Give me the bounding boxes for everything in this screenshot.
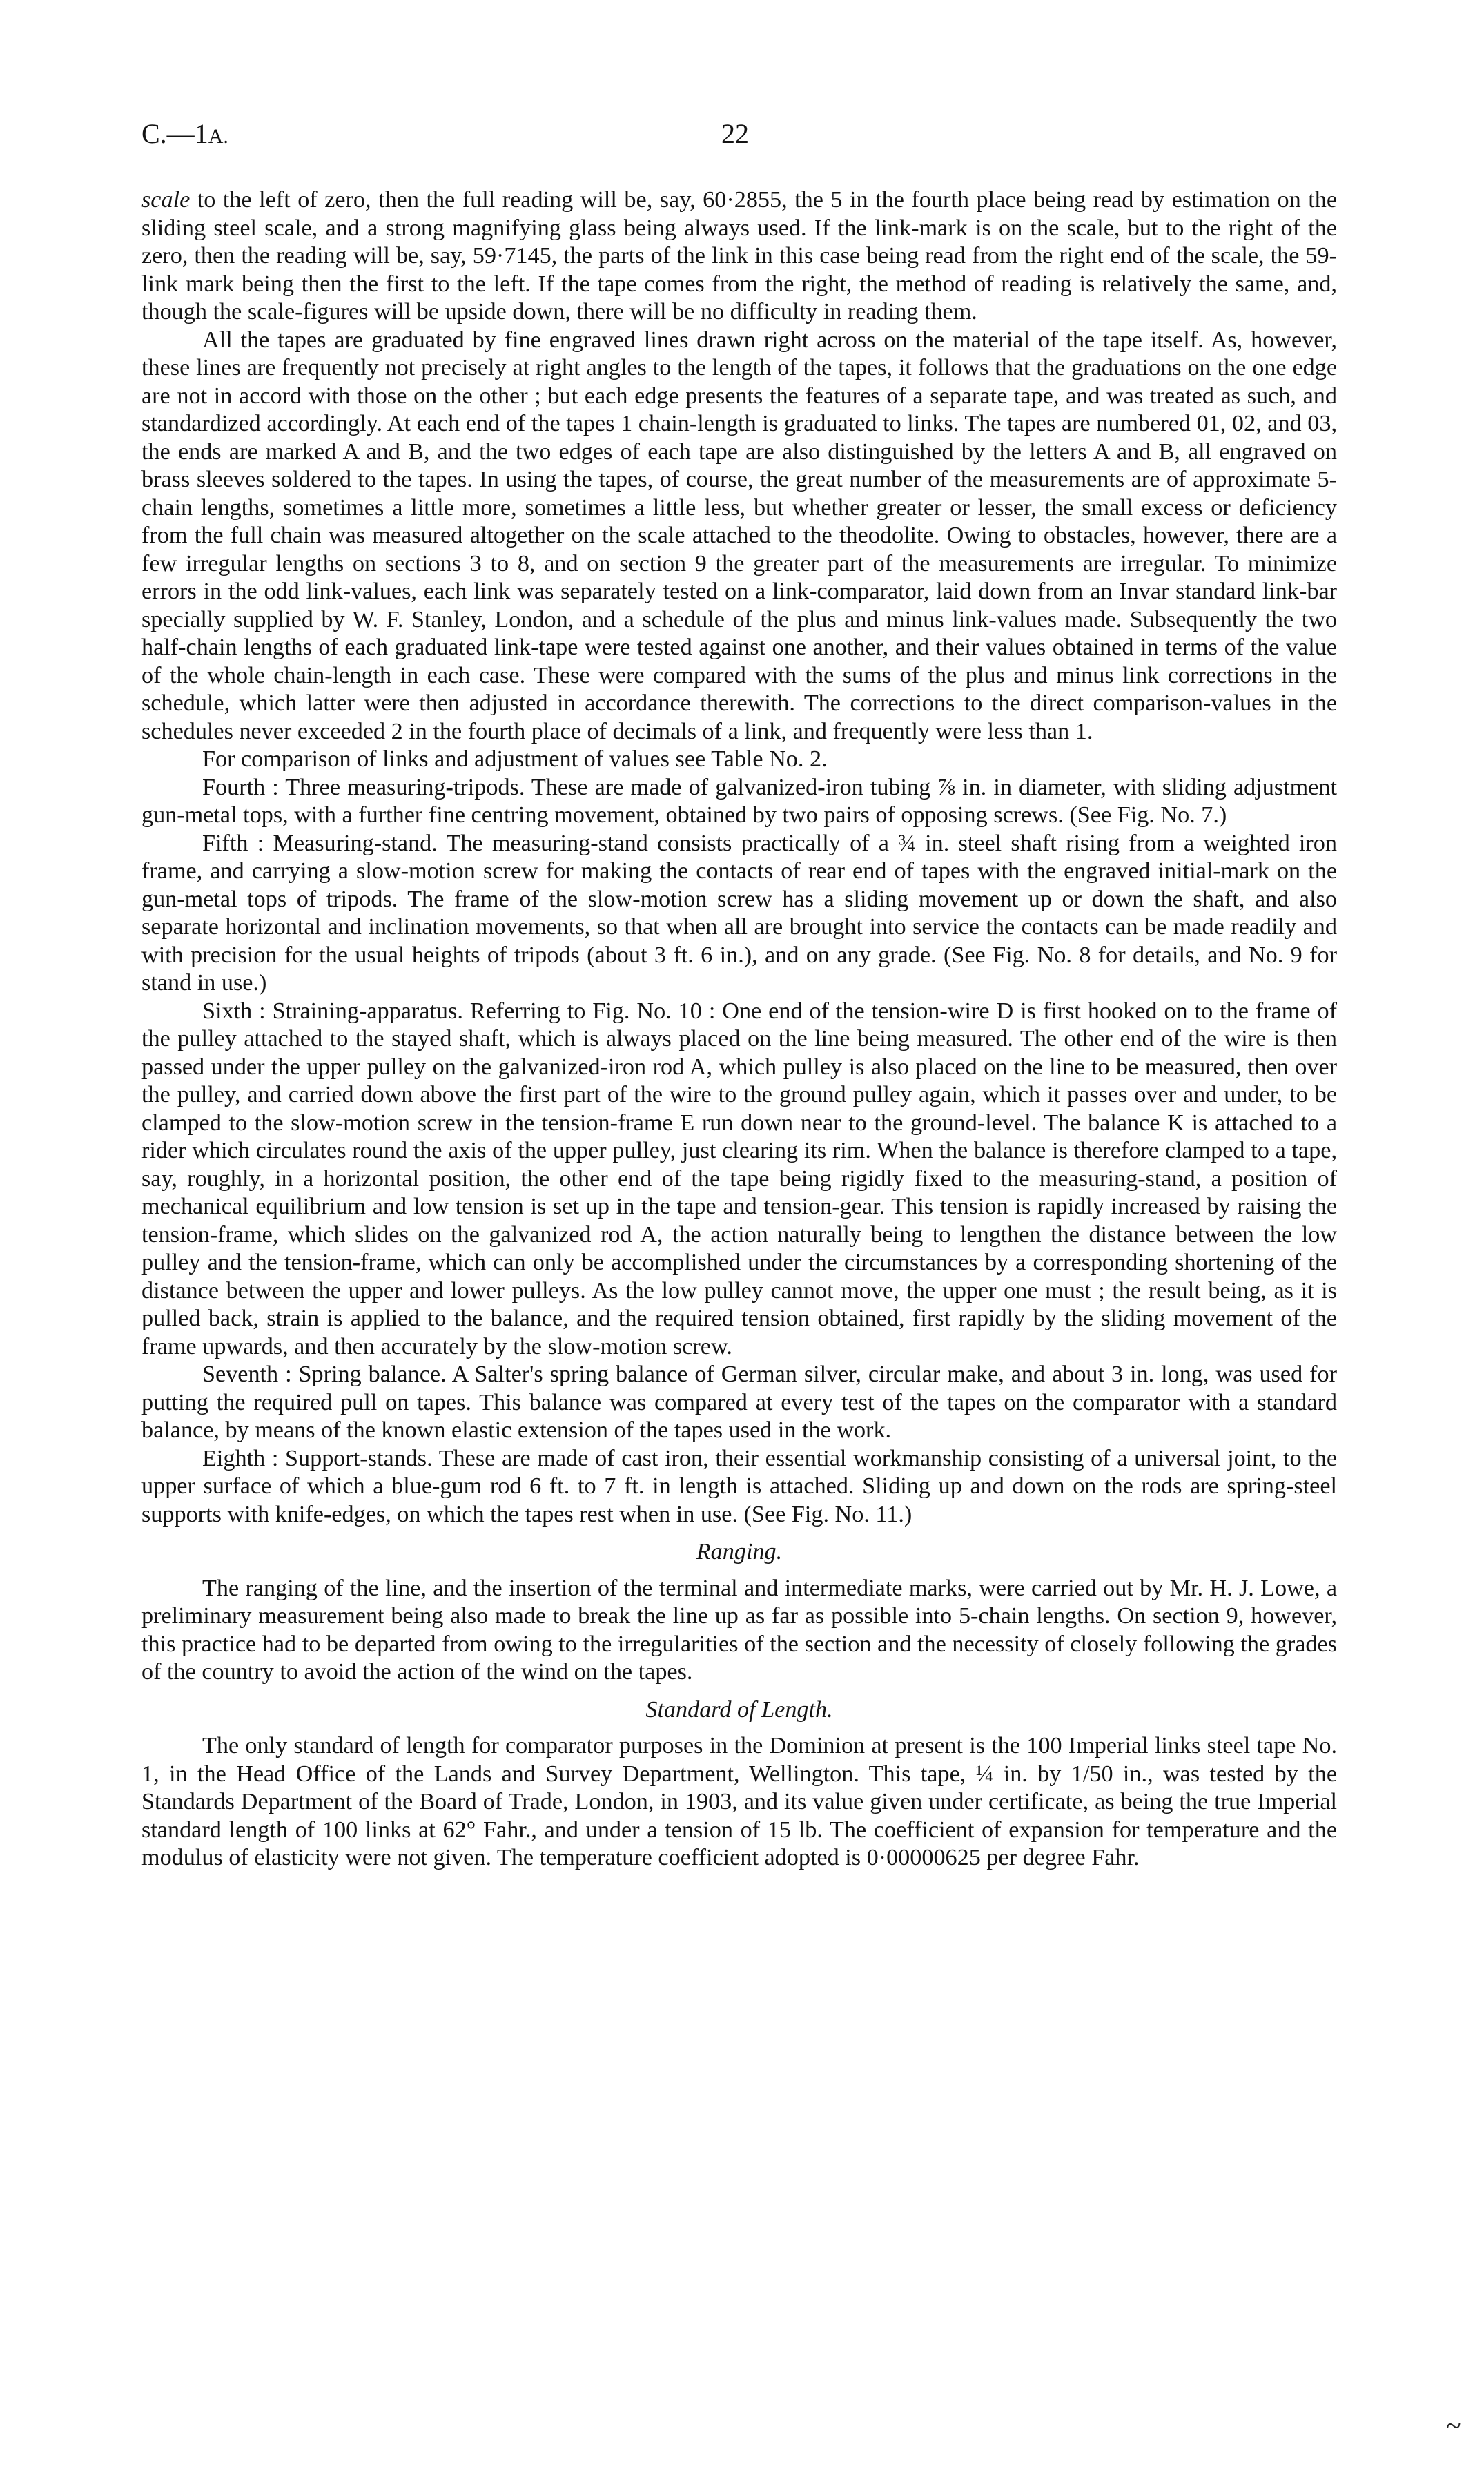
paragraph-tape-graduation: All the tapes are graduated by fine engraved lines drawn right across on the material of the tape itself. As, however, these lines are frequently not precisely at right angles to the length of the tapes, it follows that the graduations on the one edge are not in accord with those on the other ; but each edge presents the features of a separate tape, and was treated as such, and standardized accordingly. At each end of the tapes 1 chain-length is graduated to links. The tapes are numbered 01, 02, and 03, the ends are marked A and B, and the two edges of each tape are also distinguished by the letters A and B, all engraved on brass sleeves soldered to the tapes. In using the tapes, of course, the great number of the measurements are of approximate 5-chain lengths, sometimes a little more, sometimes a little less, but whether greater or lesser, the small excess or deficiency from the full chain was measured altogether on the scale attached to the theodolite. Owing to obstacles, however, there are a few irregular lengths on sections 3 to 8, and on section 9 the greater part of the measurements are irregular. To minimize errors in the odd link-values, each link was separately tested on a link-comparator, laid down from an Invar standard link-bar specially supplied by W. F. Stanley, London, and a schedule of the plus and minus link-values made. Subsequently the two half-chain lengths of each graduated link-tape were tested against one another, and their values obtained in terms of the value of the whole chain-length in each case. These were compared with the sums of the plus and minus link corrections in the schedule, which latter were then adjusted in accordance therewith. The corrections to the direct comparison-values in the schedules never exceeded 2 in the fourth place of decimals of a link, and frequently were less than 1. — [141, 327, 1337, 744]
margin-tick-mark: ~ — [1446, 2410, 1461, 2441]
heading-ranging: Ranging. — [696, 1539, 783, 1564]
body-text — [141, 186, 1337, 1872]
paragraph-measuring-stand: Fifth : Measuring-stand. The measuring-stand consists practically of a ¾ in. steel shaft rising from a weighted iron frame, and carrying a slow-motion screw for making the contacts of rear end of tapes with the engraved initial-mark on the gun-metal tops of tripods. The frame of the slow-motion screw has a sliding movement up or down the shaft, and also separate horizontal and inclination movements, so that when all are brought into service the contacts can be made readily and with precision for the usual heights of tripods (about 3 ft. 6 in.), and on any grade. (See Fig. No. 8 for details, and No. 9 for stand in use.) — [141, 830, 1337, 996]
paragraph-straining-apparatus: Sixth : Straining-apparatus. Referring to Fig. No. 10 : One end of the tension-wire D is first hooked on to the frame of the pulley attached to the stayed shaft, which is always placed on the line being measured. The other end of the wire is then passed under the upper pulley on the galvanized-iron rod A, which pulley is also placed on the line to be measured, then over the pulley, and carried down above the first part of the wire to the ground pulley again, which it passes over and under, to be clamped to the slow-motion screw in the tension-frame E run down near to the ground-level. The balance K is attached to a rider which circulates round the axis of the upper pulley, just clearing its rim. When the balance is therefore clamped to a tape, say, roughly, in a horizontal position, the other end of the tape being rigidly fixed to the measuring-stand, a position of mechanical equilibrium and low tension is set up in the tape and tension-gear. This tension is rapidly increased by raising the tension-frame, which slides on the galvanized rod A, the action naturally being to lengthen the distance between the low pulley and the tension-frame, which can only be accomplished under the circumstances by a corresponding shortening of the distance between the upper and lower pulleys. As the low pulley cannot move, the upper one must ; the result being, as it is pulled back, strain is applied to the balance, and the required tension obtained, first rapidly by the sliding movement of the frame upwards, and then accurately by the slow-motion screw. — [141, 998, 1337, 1359]
paragraph-measuring-tripods: Fourth : Three measuring-tripods. These are made of galvanized-iron tubing ⅞ in. in diameter, with sliding adjustment gun-metal tops, with a further fine centring movement, obtained by two pairs of opposing screws. (See Fig. No. 7.) — [141, 774, 1337, 828]
paragraph-spring-balance: Seventh : Spring balance. A Salter's spring balance of German silver, circular make, and about 3 in. long, was used for putting the required pull on tapes. This balance was compared at every test of the tapes on the comparator with a standard balance, by means of the known elastic extension of the tapes used in the work. — [141, 1362, 1337, 1443]
paragraph-ranging: The ranging of the line, and the insertion of the terminal and intermediate marks, were carried out by Mr. H. J. Lowe, a preliminary measurement being also made to break the line up as far as possible into 5-chain lengths. On section 9, however, this practice had to be departed from owing to the irregularities of the section and the necessity of closely following the grades of the country to avoid the action of the wind on the tapes. — [141, 1575, 1337, 1685]
paragraph-standard-of-length: The only standard of length for comparator purposes in the Dominion at present is the 100 Imperial links steel tape No. 1, in the Head Office of the Lands and Survey Department, Wellington. This tape, ¼ in. by 1/50 in., was tested by the Standards Department of the Board of Trade, London, in 1903, and its value given under certificate, as being the true Imperial standard length of 100 links at 62° Fahr., and under a tension of 15 lb. The coefficient of expansion for temperature and the modulus of elasticity were not given. The temperature coefficient adopted is 0·00000625 per degree Fahr. — [141, 1733, 1337, 1870]
paragraph-comparison-links: For comparison of links and adjustment of values see Table No. 2. — [202, 746, 828, 772]
page-number: 22 — [721, 118, 749, 149]
paragraph-support-stands: Eighth : Support-stands. These are made of cast iron, their essential workmanship consisting of a universal joint, to the upper surface of which a blue-gum rod 6 ft. to 7 ft. in length is attached. Sliding up and down on the rods are spring-steel supports with knife-edges, on which the tapes rest when in use. (See Fig. No. 11.) — [141, 1445, 1337, 1527]
section-reference: C.—1A. — [141, 118, 228, 149]
heading-standard-of-length: Standard of Length. — [645, 1696, 833, 1723]
page-header — [141, 117, 1343, 159]
paragraph-scale-reading: scale to the left of zero, then the full reading will be, say, 60·2855, the 5 in the fourth place being read by estimation on the sliding steel scale, and a strong magnifying glass being always used. If the link-mark is on the scale, but to the right of the zero, then the reading will be, say, 59·7145, the parts of the link in this case being read from the right end of the scale, the 59-link mark being then the first to the left. If the tape comes from the right, the method of reading is relatively the same, and, though the scale-figures will be upside down, there will be no difficulty in reading them. — [141, 187, 1337, 324]
